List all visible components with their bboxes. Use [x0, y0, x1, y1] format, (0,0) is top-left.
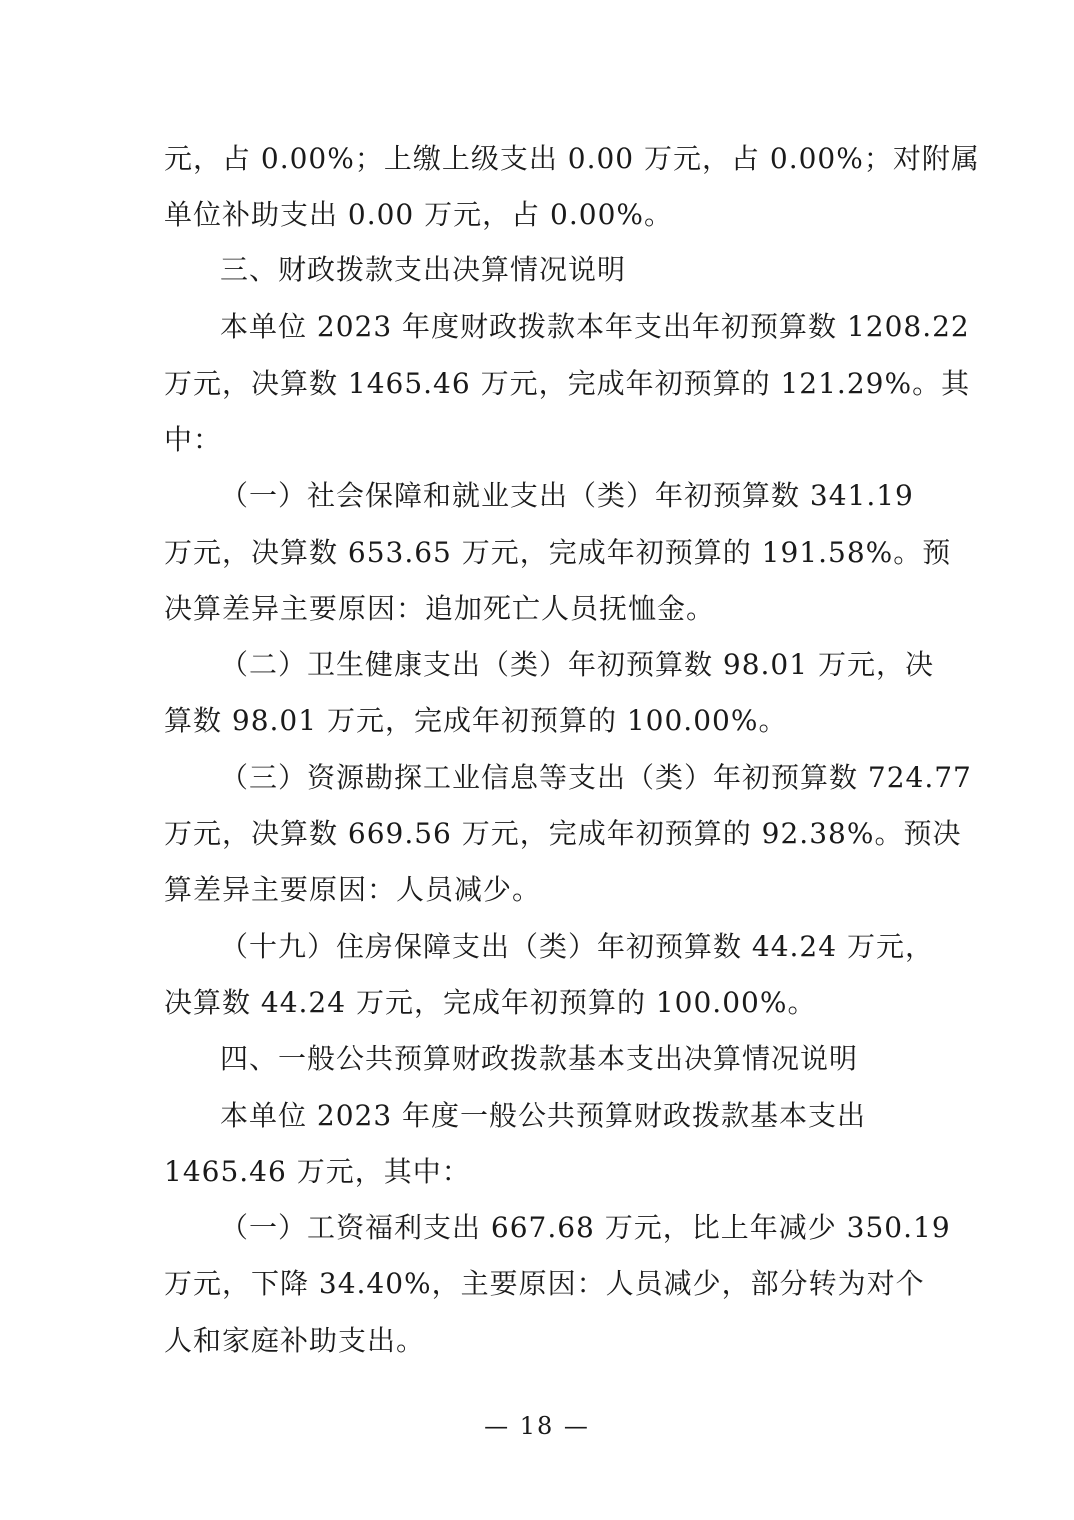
text-line: （一）社会保障和就业支出（类）年初预算数 341.19	[220, 479, 914, 512]
text-line: 万元，决算数 1465.46 万元，完成年初预算的 121.29%。其	[164, 367, 971, 400]
text-line: 万元，决算数 653.65 万元，完成年初预算的 191.58%。预	[164, 536, 952, 569]
text-line: 万元，决算数 669.56 万元，完成年初预算的 92.38%。预决	[164, 817, 962, 850]
text-line: 元，占 0.00%；上缴上级支出 0.00 万元，占 0.00%；对附属	[164, 142, 980, 175]
text-line: 1465.46 万元，其中：	[164, 1155, 471, 1188]
text-line: 万元，下降 34.40%，主要原因：人员减少，部分转为对个	[164, 1267, 925, 1300]
text-line: 中：	[164, 423, 223, 456]
text-line: （三）资源勘探工业信息等支出（类）年初预算数 724.77	[220, 761, 972, 794]
text-line: 本单位 2023 年度一般公共预算财政拨款基本支出	[220, 1099, 867, 1132]
section-heading: 四、一般公共预算财政拨款基本支出决算情况说明	[220, 1042, 859, 1075]
page-number: — 18 —	[484, 1412, 590, 1440]
text-line: 决算数 44.24 万元，完成年初预算的 100.00%。	[164, 986, 817, 1019]
text-line: （十九）住房保障支出（类）年初预算数 44.24 万元，	[220, 930, 934, 963]
text-line: 人和家庭补助支出。	[164, 1324, 426, 1357]
text-line: （二）卫生健康支出（类）年初预算数 98.01 万元，决	[220, 648, 934, 681]
text-line: 本单位 2023 年度财政拨款本年支出年初预算数 1208.22	[220, 310, 970, 343]
text-line: 算数 98.01 万元，完成年初预算的 100.00%。	[164, 704, 788, 737]
text-line: 决算差异主要原因：追加死亡人员抚恤金。	[164, 592, 716, 625]
text-line: （一）工资福利支出 667.68 万元，比上年减少 350.19	[220, 1211, 951, 1244]
text-line: 算差异主要原因：人员减少。	[164, 873, 542, 906]
text-line: 单位补助支出 0.00 万元，占 0.00%。	[164, 198, 673, 231]
section-heading: 三、财政拨款支出决算情况说明	[220, 253, 627, 286]
